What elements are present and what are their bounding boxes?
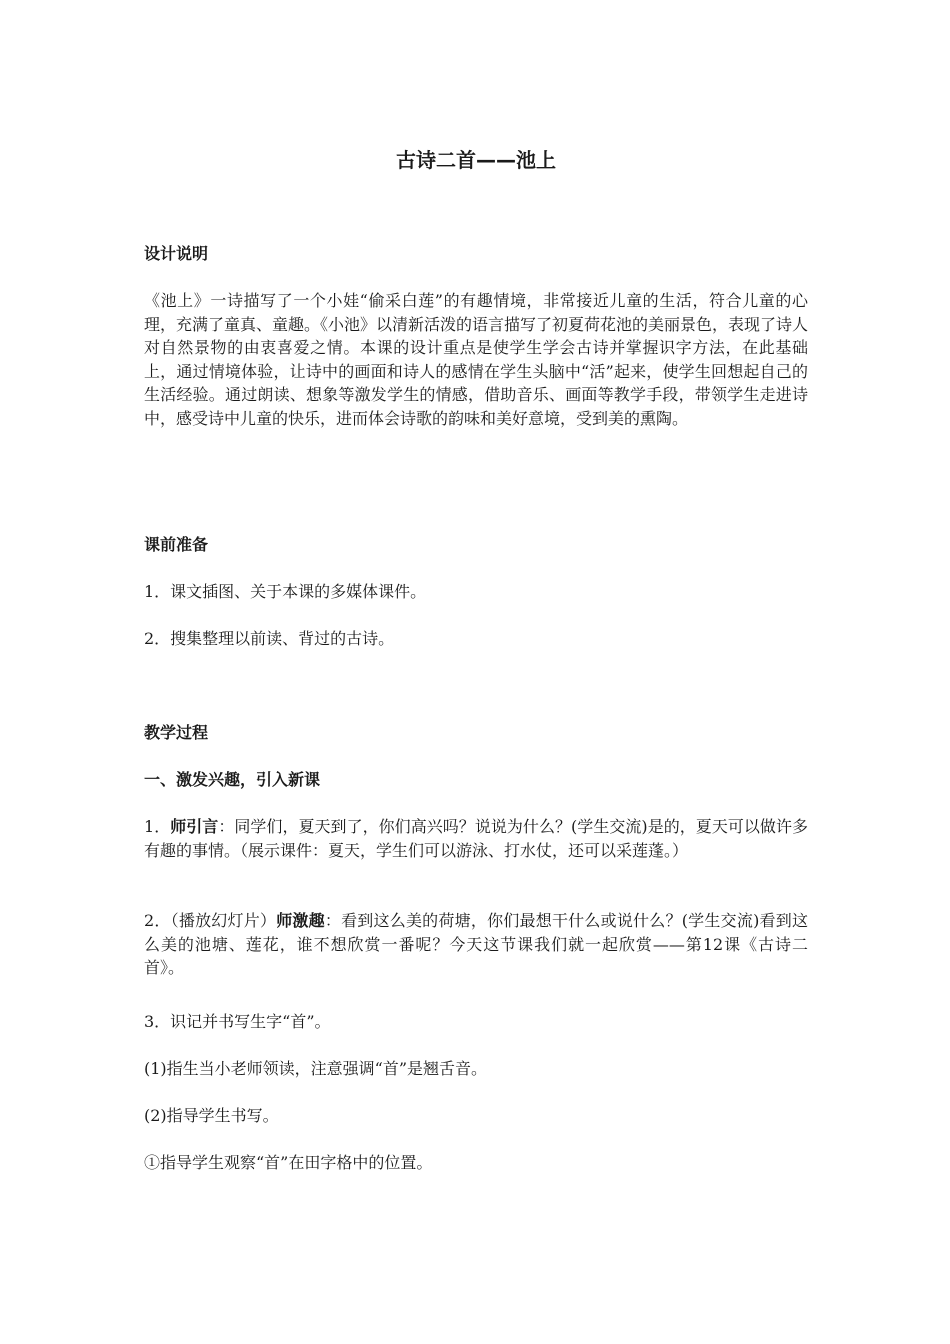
step-2-number: 2． bbox=[144, 911, 171, 930]
sub-step-3: ①指导学生观察“首”在田字格中的位置。 bbox=[144, 1153, 433, 1172]
step-3-paragraph: 3．识记并书写生字“首”。 bbox=[144, 1012, 331, 1031]
design-paragraph: 《池上》一诗描写了一个小娃“偷采白莲”的有趣情境，非常接近儿童的生活，符合儿童的心理，充满了童真、童趣。《小池》以清新活泼的语言描写了初夏荷花池的美丽景色，表现了诗人对自然景物的由衷喜爱之情。本课的设计重点是使学生学会古诗并掌握识字方法，在此基础上，通过情境体验，让诗中的画面和诗人的感情在学生头脑中“活”起来，使学生回想起自己的生活经验。通过朗读、想象等激发学生的情感，借助音乐、画面等教学手段，带领学生走进诗中，感受诗中儿童的快乐，进而体会诗歌的韵味和美好意境，受到美的熏陶。 bbox=[144, 291, 809, 428]
step-2-lead: 师激趣 bbox=[276, 911, 325, 930]
step-2-pre: （播放幻灯片） bbox=[170, 911, 277, 930]
prep-item-2: 2．搜集整理以前读、背过的古诗。 bbox=[144, 629, 395, 648]
step-2-text: ：看到这么美的荷塘，你们最想干什么或说什么？(学生交流)看到这么美的池塘、莲花，谁不想欣赏一番呢？今天这节课我们就一起欣赏——第12课《古诗二首》。 bbox=[144, 911, 808, 977]
step-1-number: 1． bbox=[144, 817, 171, 836]
step-1-text: ：同学们，夏天到了，你们高兴吗？说说为什么？(学生交流)是的，夏天可以做许多有趣的事情。（展示课件：夏天，学生们可以游泳、打水仗，还可以采莲蓬。） bbox=[144, 817, 808, 860]
sub-step-2: (2)指导学生书写。 bbox=[144, 1106, 279, 1125]
section-1-heading: 一、激发兴趣，引入新课 bbox=[144, 770, 321, 789]
process-heading: 教学过程 bbox=[144, 723, 209, 742]
prep-item-1: 1．课文插图、关于本课的多媒体课件。 bbox=[144, 582, 427, 601]
step-2-paragraph bbox=[144, 909, 808, 980]
step-1-lead: 师引言 bbox=[170, 817, 219, 836]
design-heading: 设计说明 bbox=[144, 244, 209, 263]
page-title: 古诗二首——池上 bbox=[396, 148, 556, 172]
sub-step-1: (1)指生当小老师领读，注意强调“首”是翘舌音。 bbox=[144, 1059, 488, 1078]
step-1-paragraph bbox=[144, 815, 808, 862]
prep-heading: 课前准备 bbox=[144, 535, 209, 554]
